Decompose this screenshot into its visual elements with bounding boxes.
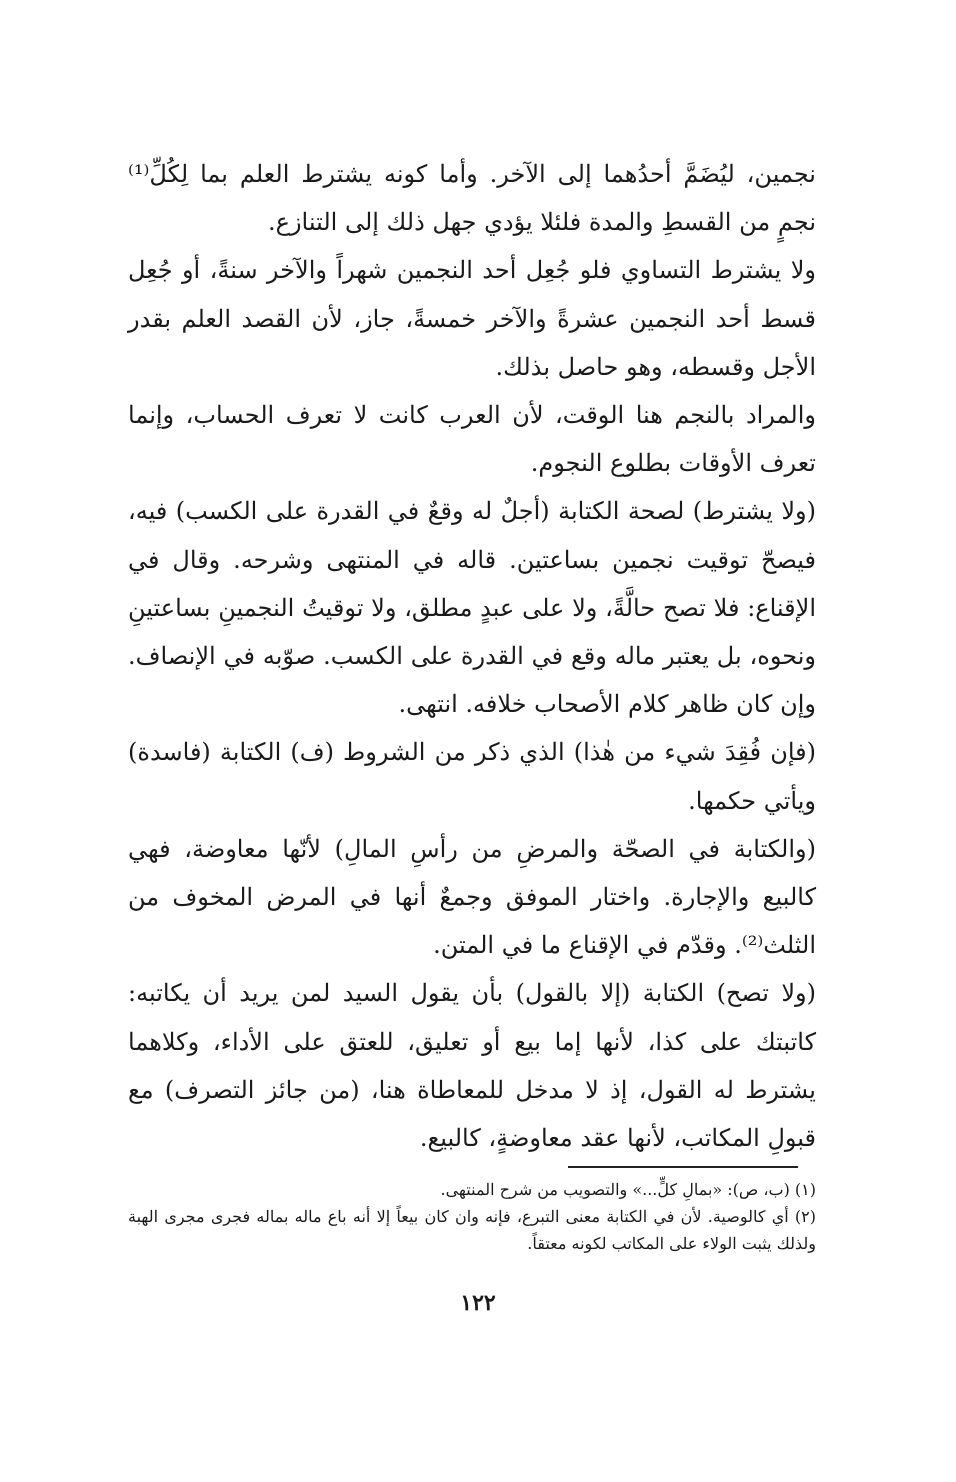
- footnote-2: (٢) أي كالوصية. لأن في الكتابة معنى التبرع، فإنه وان كان بيعاً إلا أنه باع ماله بماله فجرى مجرى الهبة ولذلك يثبت الولاء على المكاتب لكونه معتقاً.: [128, 1207, 816, 1253]
- footnote-1: (١) (ب، ص): «بمالِ كلٍّ...» والتصويب من شرح المنتهى.: [440, 1180, 816, 1199]
- footnotes: [128, 1176, 816, 1257]
- paragraph-2: ولا يشترط التساوي فلو جُعِل أحد النجمين شهراً والآخر سنةً، أو جُعِل قسط أحد النجمين عشرةً والآخر خمسةً، جاز، لأن القصد العلم بقدر الأجل وقسطه، وهو حاصل بذلك.: [128, 256, 817, 381]
- paragraph-7: (ولا تصح) الكتابة (إلا بالقول) بأن يقول السيد لمن يريد أن يكاتبه: كاتبتك على كذا، لأنها إما بيع أو تعليق، للعتق على الأداء، وكلاهما يشترط له القول، إذ لا مدخل للمعاطاة هنا، (من جائز التصرف) مع قبولِ المكاتب، لأنها عقد معاوضةٍ، كالبيع.: [128, 979, 816, 1153]
- paragraph-4: (ولا يشترط) لصحة الكتابة (أجلٌ له وقعٌ في القدرة على الكسب) فيه، فيصحّ توقيت نجمين بساعتين. قاله في المنتهى وشرحه. وقال في الإقناع: فلا تصح حالَّةً، ولا على عبدٍ مطلق، ولا توقيتُ النجمينِ بساعتينِ ونحوه، بل يعتبر ماله وقع في القدرة على الكسب. صوّبه في الإنصاف. وإن كان ظاهر كلام الأصحاب خلافه. انتهى.: [128, 497, 816, 719]
- footnote-divider: [568, 1166, 798, 1168]
- paragraph-5: (فإن فُقِدَ شيء من هٰذا) الذي ذكر من الشروط (ف) الكتابة (فاسدة) ويأتي حكمها.: [128, 738, 816, 815]
- paragraph-6: (والكتابة في الصحّة والمرضِ من رأسِ المالِ) لأنّها معاوضة، فهي كالبيع والإجارة. واختار الموفق وجمعٌ أنها في المرض المخوف من الثلث⁽²⁾. وقدّم في الإقناع ما في المتن.: [128, 834, 816, 960]
- main-text: [128, 150, 816, 1162]
- page-number: ١٢٢: [460, 1290, 496, 1316]
- paragraph-1: نجمين، ليُضَمَّ أحدُهما إلى الآخر. وأما كونه يشترط العلم بما لِكُلِّ⁽¹⁾ نجمٍ من القسطِ والمدة فلئلا يؤدي جهل ذلك إلى التنازع.: [128, 160, 816, 237]
- paragraph-3: والمراد بالنجم هنا الوقت، لأن العرب كانت لا تعرف الحساب، وإنما تعرف الأوقات بطلوع النجوم.: [128, 401, 816, 478]
